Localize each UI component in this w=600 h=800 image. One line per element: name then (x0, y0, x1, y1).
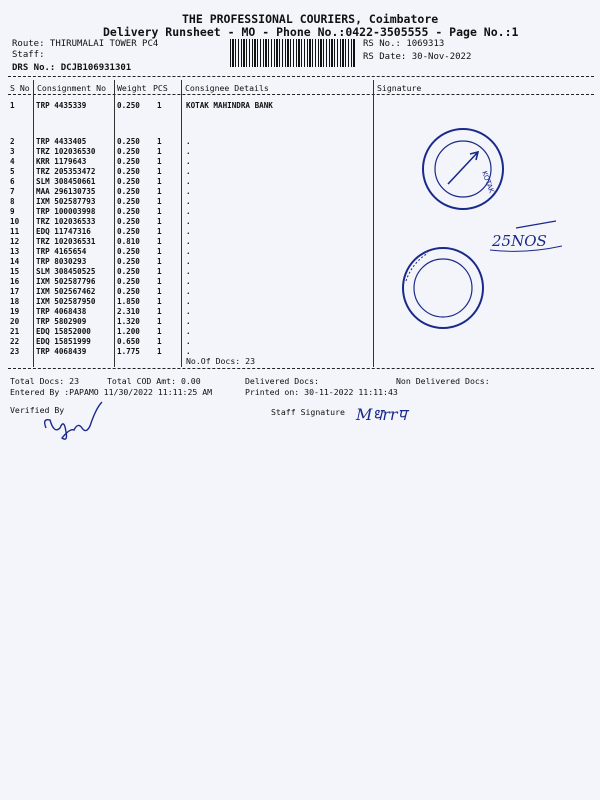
drs-number: DRS No.: DCJB106931301 (12, 63, 132, 73)
row-consignee: . (186, 347, 191, 356)
row-weight: 0.250 (117, 147, 140, 156)
row-weight: 0.250 (117, 287, 140, 296)
company-title: THE PROFESSIONAL COURIERS, Coimbatore (182, 12, 439, 26)
row-sno: 8 (10, 197, 15, 206)
staff-label: Staff: (12, 50, 45, 60)
row-weight: 0.250 (117, 101, 140, 110)
row-consignee: . (186, 177, 191, 186)
row-pcs: 1 (157, 337, 162, 346)
row-sno: 16 (10, 277, 20, 286)
col-header-signature: Signature (377, 83, 422, 93)
col-header-consignment: Consignment No (37, 83, 107, 93)
row-sno: 10 (10, 217, 20, 226)
row-consignee: . (186, 217, 191, 226)
row-consignment-no: TRP 4068439 (36, 347, 87, 356)
row-consignment-no: TRZ 102036533 (36, 217, 96, 226)
row-weight: 1.320 (117, 317, 140, 326)
row-weight: 0.250 (117, 277, 140, 286)
row-pcs: 1 (157, 297, 162, 306)
row-pcs: 1 (157, 217, 162, 226)
verified-by-label: Verified By (10, 405, 65, 415)
row-sno: 2 (10, 137, 15, 146)
row-pcs: 1 (157, 267, 162, 276)
row-pcs: 1 (157, 287, 162, 296)
row-pcs: 1 (157, 257, 162, 266)
no-of-docs: No.Of Docs: 23 (186, 356, 256, 366)
row-sno: 14 (10, 257, 20, 266)
row-sno: 7 (10, 187, 15, 196)
row-pcs: 1 (157, 147, 162, 156)
divider (8, 94, 594, 95)
total-cod: Total COD Amt: 0.00 (107, 376, 201, 386)
printed-on: Printed on: 30-11-2022 11:11:43 (245, 387, 398, 397)
row-consignee: . (186, 147, 191, 156)
row-pcs: 1 (157, 101, 162, 110)
row-consignee: . (186, 327, 191, 336)
total-docs: Total Docs: 23 (10, 376, 80, 386)
row-sno: 18 (10, 297, 20, 306)
non-delivered-docs: Non Delivered Docs: (396, 376, 490, 386)
column-line (373, 80, 374, 367)
row-consignment-no: EDQ 11747316 (36, 227, 91, 236)
row-consignee: . (186, 207, 191, 216)
staff-signature-label: Staff Signature (271, 407, 345, 417)
handwritten-count: 25NOS (492, 232, 547, 250)
row-consignee: . (186, 247, 191, 256)
row-weight: 0.250 (117, 247, 140, 256)
row-sno: 3 (10, 147, 15, 156)
row-pcs: 1 (157, 327, 162, 336)
row-consignment-no: IXM 502587796 (36, 277, 96, 286)
row-consignee: . (186, 167, 191, 176)
row-consignee: . (186, 257, 191, 266)
row-weight: 0.250 (117, 227, 140, 236)
row-sno: 1 (10, 101, 15, 110)
row-pcs: 1 (157, 197, 162, 206)
row-consignment-no: TRP 5802909 (36, 317, 87, 326)
row-sno: 23 (10, 347, 20, 356)
column-line (181, 80, 182, 367)
company-stamp-top (418, 124, 508, 214)
staff-signature (354, 398, 438, 432)
row-consignee: KOTAK MAHINDRA BANK (186, 101, 273, 110)
row-consignee: . (186, 307, 191, 316)
row-consignment-no: TRZ 102036530 (36, 147, 96, 156)
col-header-consignee: Consignee Details (185, 83, 269, 93)
row-pcs: 1 (157, 237, 162, 246)
row-consignment-no: TRP 4433405 (36, 137, 87, 146)
row-weight: 1.850 (117, 297, 140, 306)
row-consignment-no: TRP 4068438 (36, 307, 87, 316)
company-stamp-bottom (398, 243, 494, 333)
row-weight: 0.250 (117, 207, 140, 216)
entered-by: Entered By :PAPAMO 11/30/2022 11:11:25 AM (10, 387, 213, 397)
col-header-sno: S No (10, 83, 30, 93)
row-pcs: 1 (157, 247, 162, 256)
row-sno: 21 (10, 327, 20, 336)
row-consignee: . (186, 297, 191, 306)
row-consignment-no: TRP 4165654 (36, 247, 87, 256)
row-consignment-no: IXM 502587793 (36, 197, 96, 206)
stamp-text: KOTAK (480, 169, 496, 195)
row-consignment-no: SLM 308450525 (36, 267, 96, 276)
row-sno: 15 (10, 267, 20, 276)
col-header-weight: Weight (117, 83, 147, 93)
row-sno: 6 (10, 177, 15, 186)
row-pcs: 1 (157, 177, 162, 186)
row-weight: 0.250 (117, 177, 140, 186)
row-consignee: . (186, 277, 191, 286)
divider (8, 76, 594, 77)
row-consignee: . (186, 317, 191, 326)
row-pcs: 1 (157, 167, 162, 176)
column-line (114, 80, 115, 367)
row-consignment-no: EDQ 15851999 (36, 337, 91, 346)
row-weight: 0.250 (117, 197, 140, 206)
row-consignment-no: IXM 502567462 (36, 287, 96, 296)
delivered-docs: Delivered Docs: (245, 376, 319, 386)
row-consignment-no: TRZ 205353472 (36, 167, 96, 176)
row-pcs: 1 (157, 347, 162, 356)
row-consignee: . (186, 267, 191, 276)
row-consignee: . (186, 157, 191, 166)
row-sno: 13 (10, 247, 20, 256)
row-sno: 11 (10, 227, 20, 236)
runsheet-subtitle: Delivery Runsheet - MO - Phone No.:0422-3505555 - Page No.:1 (103, 25, 519, 39)
rs-date: RS Date: 30-Nov-2022 (363, 52, 472, 62)
row-consignment-no: TRP 100003998 (36, 207, 96, 216)
row-consignee: . (186, 187, 191, 196)
row-weight: 0.250 (117, 217, 140, 226)
row-pcs: 1 (157, 227, 162, 236)
row-pcs: 1 (157, 317, 162, 326)
row-consignee: . (186, 287, 191, 296)
row-weight: 0.250 (117, 167, 140, 176)
row-pcs: 1 (157, 307, 162, 316)
row-sno: 20 (10, 317, 20, 326)
barcode (230, 39, 356, 67)
row-weight: 2.310 (117, 307, 140, 316)
row-weight: 0.650 (117, 337, 140, 346)
row-consignment-no: TRP 8030293 (36, 257, 87, 266)
row-consignee: . (186, 237, 191, 246)
column-line (33, 80, 34, 367)
row-consignment-no: EDQ 15852000 (36, 327, 91, 336)
row-weight: 1.200 (117, 327, 140, 336)
row-consignment-no: TRP 4435339 (36, 101, 87, 110)
row-sno: 12 (10, 237, 20, 246)
row-sno: 9 (10, 207, 15, 216)
row-consignment-no: IXM 502587950 (36, 297, 96, 306)
row-consignee: . (186, 197, 191, 206)
col-header-pcs: PCS (153, 83, 168, 93)
row-weight: 0.810 (117, 237, 140, 246)
handwritten-note (486, 218, 576, 258)
row-weight: 0.250 (117, 137, 140, 146)
row-consignment-no: MAA 296130735 (36, 187, 96, 196)
verifier-signature (38, 398, 108, 446)
row-sno: 4 (10, 157, 15, 166)
row-weight: 0.250 (117, 157, 140, 166)
row-pcs: 1 (157, 157, 162, 166)
rs-number: RS No.: 1069313 (363, 39, 445, 49)
row-sno: 19 (10, 307, 20, 316)
divider (8, 368, 594, 369)
row-weight: 0.250 (117, 257, 140, 266)
row-pcs: 1 (157, 207, 162, 216)
row-weight: 1.775 (117, 347, 140, 356)
row-pcs: 1 (157, 277, 162, 286)
row-consignee: . (186, 337, 191, 346)
route-label: Route: THIRUMALAI TOWER PC4 (12, 39, 159, 49)
row-weight: 0.250 (117, 187, 140, 196)
row-weight: 0.250 (117, 267, 140, 276)
staff-signature-text: Mधrrप (356, 405, 407, 424)
row-consignment-no: SLM 308450661 (36, 177, 96, 186)
row-sno: 17 (10, 287, 20, 296)
row-consignment-no: TRZ 102036531 (36, 237, 96, 246)
row-sno: 22 (10, 337, 20, 346)
row-consignee: . (186, 227, 191, 236)
row-consignee: . (186, 137, 191, 146)
row-pcs: 1 (157, 187, 162, 196)
row-consignment-no: KRR 1179643 (36, 157, 87, 166)
row-sno: 5 (10, 167, 15, 176)
row-pcs: 1 (157, 137, 162, 146)
